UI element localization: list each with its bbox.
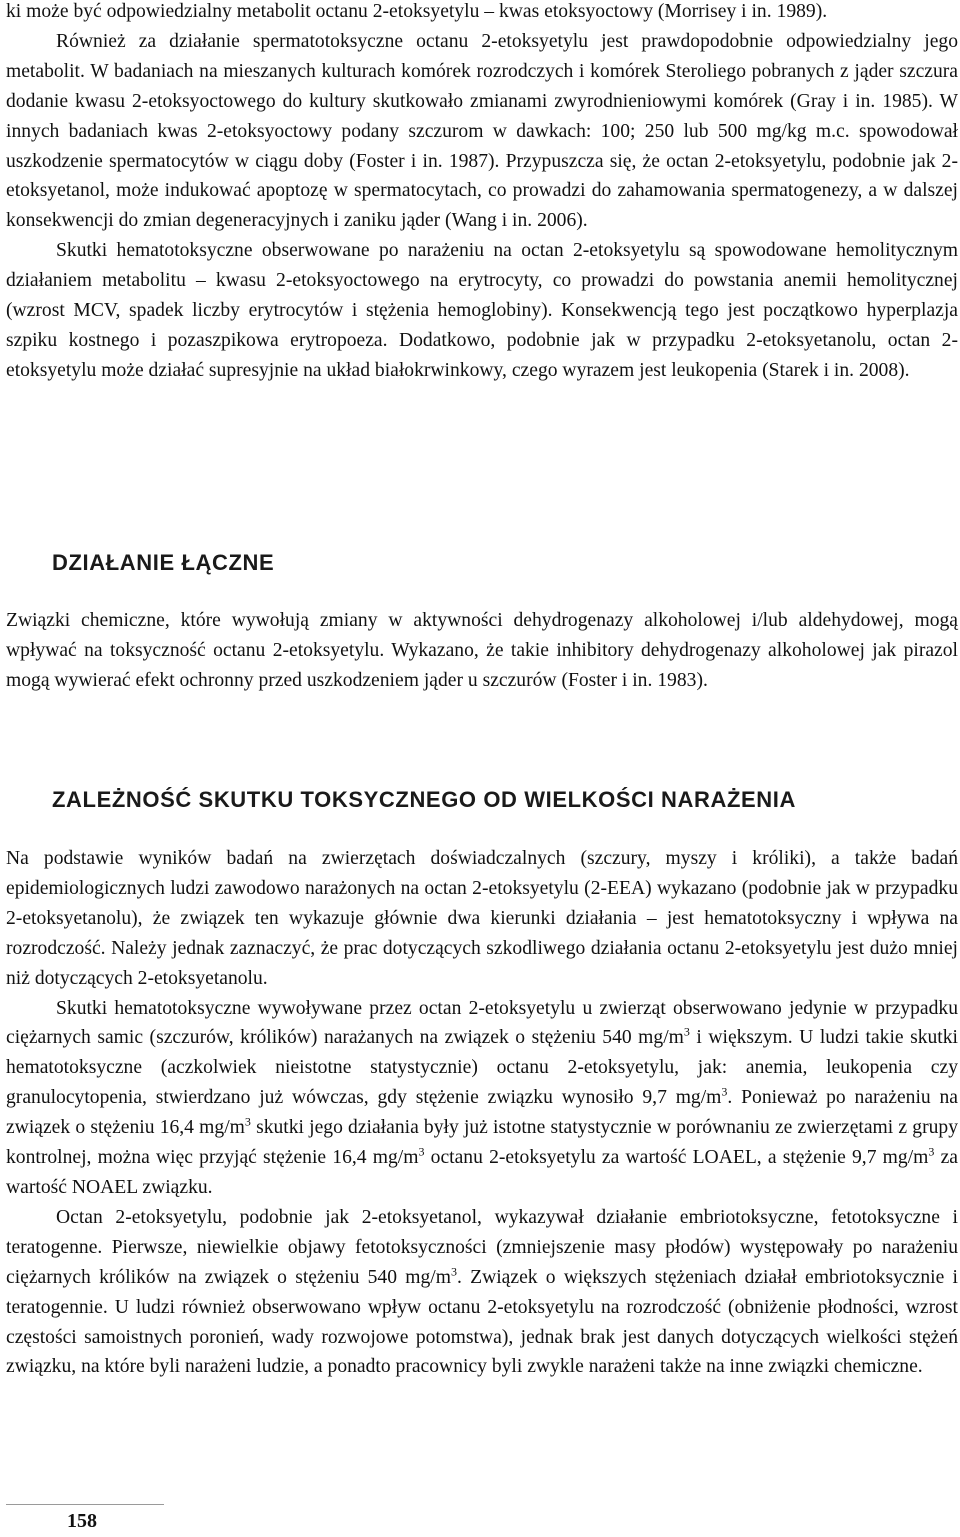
text-block-top	[6, 0, 958, 386]
text-run: skutki jego działania były już istotne statystycznie w porównaniu ze zwierzętami z grupy kontrolnej, można więc przyjąć stężenie 16,4 mg/m	[6, 1117, 959, 1169]
paragraph-spermatotoxicity: Również za działanie spermatotoksyczne octanu 2-etoksyetylu jest prawdopodobnie odpowiedzialny jego metabolit. W badaniach na mieszanych kulturach komórek rozrodczych i komórek Steroliego pobranych z jąder szczura dodanie kwasu 2-etoksyoctowego do kultury skutkowało zmianami zwyrodnieniowymi komórek (Gray i in. 1985). W innych badaniach kwas 2-etoksyoctowy podany szczurom w dawkach: 100; 250 lub 500 mg/kg m.c. spowodował uszkodzenie spermatocytów w ciągu doby (Foster i in. 1987). Przypuszcza się, że octan 2-etoksyetylu, podobnie jak 2-etoksyetanol, może indukować apoptozę w spermatocytach, co prowadzi do zahamowania spermatogenezy, a w dalszej konsekwencji do zmian degeneracyjnych i zaniku jąder (Wang i in. 2006).	[6, 30, 958, 232]
paragraph-combined-action: Związki chemiczne, które wywołują zmiany w aktywności dehydrogenazy alkoholowej i/lub aldehydowej, mogą wpływać na toksyczność octanu 2-etoksyetylu. Wykazano, że takie inhibitory dehydrogenazy alkoholowej jak pirazol mogą wywierać efekt ochronny przed uszkodzeniem jąder u szczurów (Foster i in. 1983).	[6, 610, 958, 691]
text-run: i większym. U ludzi takie skutki hematotoksyczne (aczkolwiek nieistotne statystycznie) octanu 2-etoksyetylu, jak: anemia, leukopenia czy granulocytopenia, stwierdzano już wówczas, gdy stężenie związku wynosiło 9,7 mg/m	[6, 1027, 958, 1109]
section-heading-dose-response: ZALEŻNOŚĆ SKUTKU TOKSYCZNEGO OD WIELKOŚCI NARAŻENIA	[52, 787, 796, 812]
text-block-dose-response	[6, 844, 958, 1382]
text-block-combined-action	[6, 606, 958, 696]
superscript: 3	[450, 1264, 457, 1279]
text-run: . Ponieważ po narażeniu na związek o stężeniu 16,4 mg/m	[6, 1087, 958, 1139]
paragraph-continuation: ki może być odpowiedzialny metabolit octanu 2-etoksyetylu – kwas etoksyoctowy (Morrisey i in. 1989).	[6, 1, 828, 22]
superscript: 3	[244, 1114, 251, 1129]
superscript: 3	[418, 1144, 425, 1159]
paragraph-embryotoxicity	[6, 1203, 958, 1382]
text-run: Skutki hematotoksyczne wywoływane przez octan 2-etoksyetylu u zwierząt obserwowano jedynie w przypadku ciężarnych samic (szczurów, królików) narażanych na związek o stężeniu 540 mg/m	[6, 997, 958, 1049]
superscript: 3	[721, 1084, 728, 1099]
text-run: Octan 2-etoksyetylu, podobnie jak 2-etoksyetanol, wykazywał działanie embriotoksyczne, fetotoksyczne i teratogenne. Pierwsze, niewielkie objawy fetotoksyczności (zmniejszenie masy płodów) występowały po narażeniu ciężarnych królików na związek o stężeniu 540 mg/m	[6, 1206, 958, 1288]
text-run: octanu 2-etoksyetylu za wartość LOAEL, a stężenie 9,7 mg/m	[424, 1147, 929, 1169]
superscript: 3	[683, 1024, 690, 1039]
footer-rule	[6, 1504, 164, 1505]
section-heading-combined-action: DZIAŁANIE ŁĄCZNE	[52, 550, 275, 575]
paragraph-dose-response-intro: Na podstawie wyników badań na zwierzętach doświadczalnych (szczury, myszy i króliki), a także badań epidemiologicznych ludzi zawodowo narażonych na octan 2-etoksyetylu (2-EEA) wykazano (podobnie jak w przypadku 2-etoksyetanolu), że związek ten wykazuje głównie dwa kierunki działania – jest hematotoksyczny i wpływa na rozrodczość. Należy jednak zaznaczyć, że prac dotyczących szkodliwego działania octanu 2-etoksyetylu jest dużo mniej niż dotyczących 2-etoksyetanolu.	[6, 848, 958, 989]
paragraph-hematotoxic-effects	[6, 994, 958, 1203]
page-number: 158	[67, 1510, 97, 1532]
text-run: za wartość NOAEL związku.	[6, 1147, 958, 1198]
paragraph-hematotoxicity: Skutki hematotoksyczne obserwowane po narażeniu na octan 2-etoksyetylu są spowodowane hemolitycznym działaniem metabolitu – kwasu 2-etoksyoctowego na erytrocyty, co prowadzi do powstania anemii hemolitycznej (wzrost MCV, spadek liczby erytrocytów i stężenia hemoglobiny). Konsekwencją tego jest początkowo hyperplazja szpiku kostnego i pozaszpikowa erytropoeza. Dodatkowo, podobnie jak w przypadku 2-etoksyetanolu, octan 2-etoksyetylu może działać supresyjnie na układ białokrwinkowy, czego wyrazem jest leukopenia (Starek i in. 2008).	[6, 240, 958, 381]
superscript: 3	[928, 1144, 935, 1159]
text-run: . Związek o większych stężeniach działał embriotoksycznie i teratogennie. U ludzi również obserwowano wpływ octanu 2-etoksyetylu na rozrodczość (obniżenie płodności, wzrost częstości samoistnych poronień, wady rozwojowe potomstwa), jednak brak jest danych dotyczących wielkości stężeń związku, na które byli narażeni ludzie, a ponadto pracownicy byli zwykle narażeni także na inne związki chemiczne.	[6, 1266, 958, 1378]
